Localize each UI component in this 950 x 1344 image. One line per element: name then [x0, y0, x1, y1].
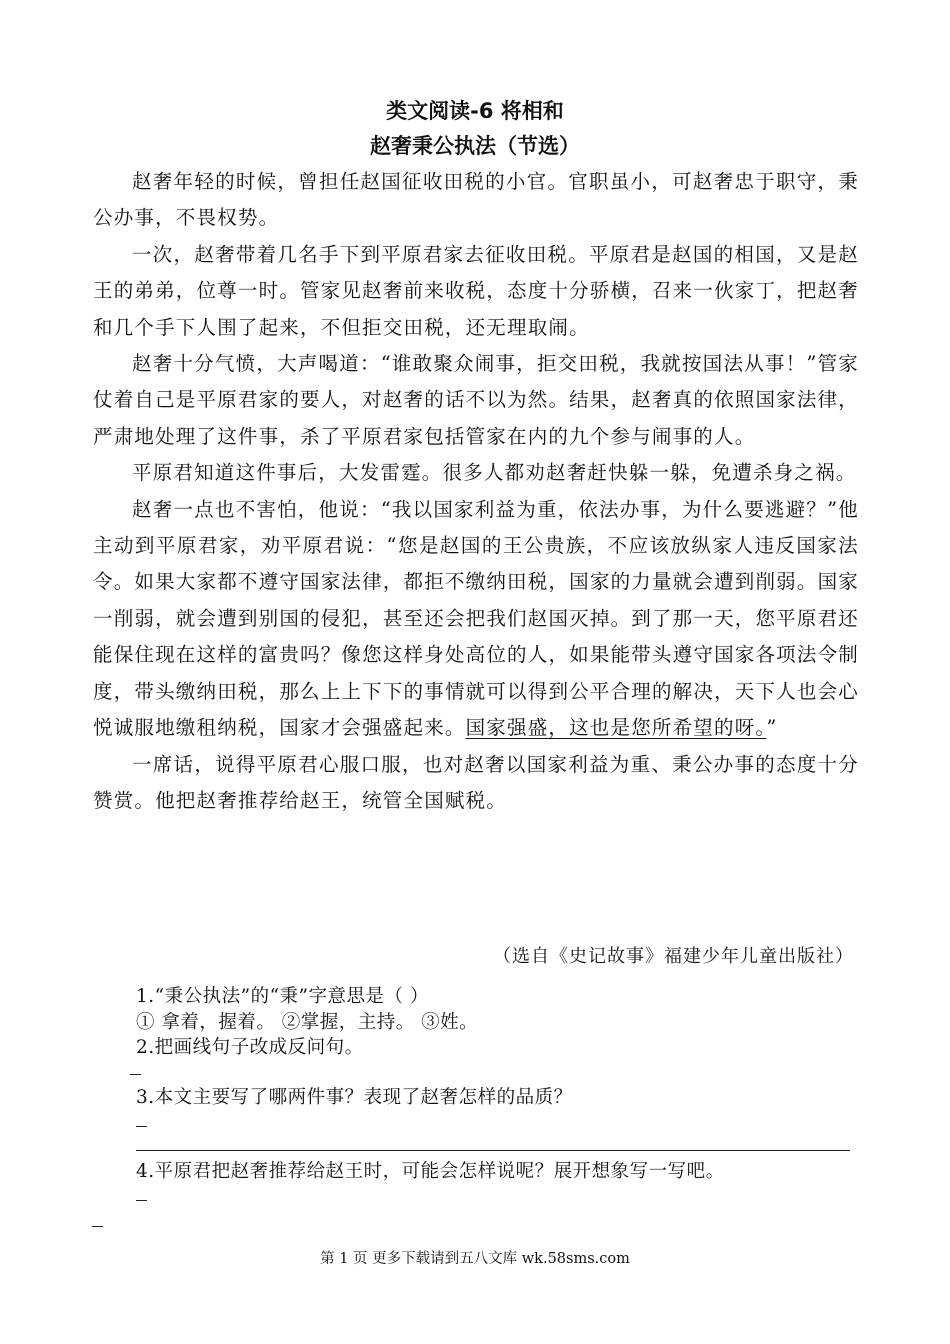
answer-line: [136, 1150, 850, 1151]
source-citation: （选自《史记故事》福建少年儿童出版社）: [493, 946, 854, 967]
paragraph: 平原君知道这件事后，大发雷霆。很多人都劝赵奢赶快躲一躲，免遭杀身之祸。: [132, 461, 857, 485]
question-1-options: ① 拿着，握着。 ②掌握，主持。 ③姓。: [136, 1012, 479, 1033]
answer-blank: [136, 1126, 147, 1127]
answer-blank: [130, 1074, 141, 1075]
article-body: [93, 164, 859, 819]
page-title: 类文阅读-6 将相和: [386, 99, 564, 123]
paragraph: [93, 492, 859, 747]
page-footer: 第 1 页 更多下载请到五八文库 wk.58sms.com: [320, 1251, 630, 1267]
paragraph: 赵奢十分气愤，大声喝道：“谁敢聚众闹事，拒交田税，我就按国法从事！”管家仗着自己是平原君家的要人，对赵奢的话不以为然。结果，赵奢真的依照国家法律，严肃地处理了这件事，杀了平原君家包括管家在内的九个参与闹事的人。: [93, 352, 859, 448]
article-title: 赵奢秉公执法（节选）: [370, 134, 580, 158]
question-1: 1.“秉公执法”的“秉”字意思是（ ）: [136, 986, 429, 1007]
paragraph: 赵奢年轻的时候，曾担任赵国征收田税的小官。官职虽小，可赵奢忠于职守，秉公办事，不畏权势。: [93, 170, 859, 230]
question-4: 4.平原君把赵奢推荐给赵王时，可能会怎样说呢？展开想象写一写吧。: [136, 1161, 725, 1182]
question-2: 2.把画线句子改成反问句。: [136, 1037, 364, 1058]
underlined-sentence: 国家强盛，这也是您所希望的呀。: [465, 716, 767, 740]
paragraph: 一席话，说得平原君心服口服，也对赵奢以国家利益为重、秉公办事的态度十分赞赏。他把赵奢推荐给赵王，统管全国赋税。: [93, 752, 859, 812]
closing-quote: ”: [766, 716, 778, 740]
answer-blank: [92, 1226, 103, 1227]
answer-blank: [136, 1200, 147, 1201]
question-3: 3.本文主要写了哪两件事？表现了赵奢怎样的品质？: [136, 1087, 573, 1108]
paragraph: 一次，赵奢带着几名手下到平原君家去征收田税。平原君是赵国的相国，又是赵王的弟弟，位尊一时。管家见赵奢前来收税，态度十分骄横，召来一伙家丁，把赵奢和几个手下人围了起来，不但拒交田税，还无理取闹。: [93, 242, 859, 339]
paragraph-text: 赵奢一点也不害怕，他说：“我以国家利益为重，依法办事，为什么要逃避？”他主动到平原君家，劝平原君说：“您是赵国的王公贵族，不应该放纵家人违反国家法令。如果大家都不遵守国家法律，都拒不缴纳田税，国家的力量就会遭到削弱。国家一削弱，就会遭到别国的侵犯，甚至还会把我们赵国灭掉。到了那一天，您平原君还能保住现在这样的富贵吗？像您这样身处高位的人，如果能带头遵守国家各项法令制度，带头缴纳田税，那么上上下下的事情就可以得到公平合理的解决，天下人也会心悦诚服地缴租纳税，国家才会强盛起来。: [93, 497, 859, 740]
